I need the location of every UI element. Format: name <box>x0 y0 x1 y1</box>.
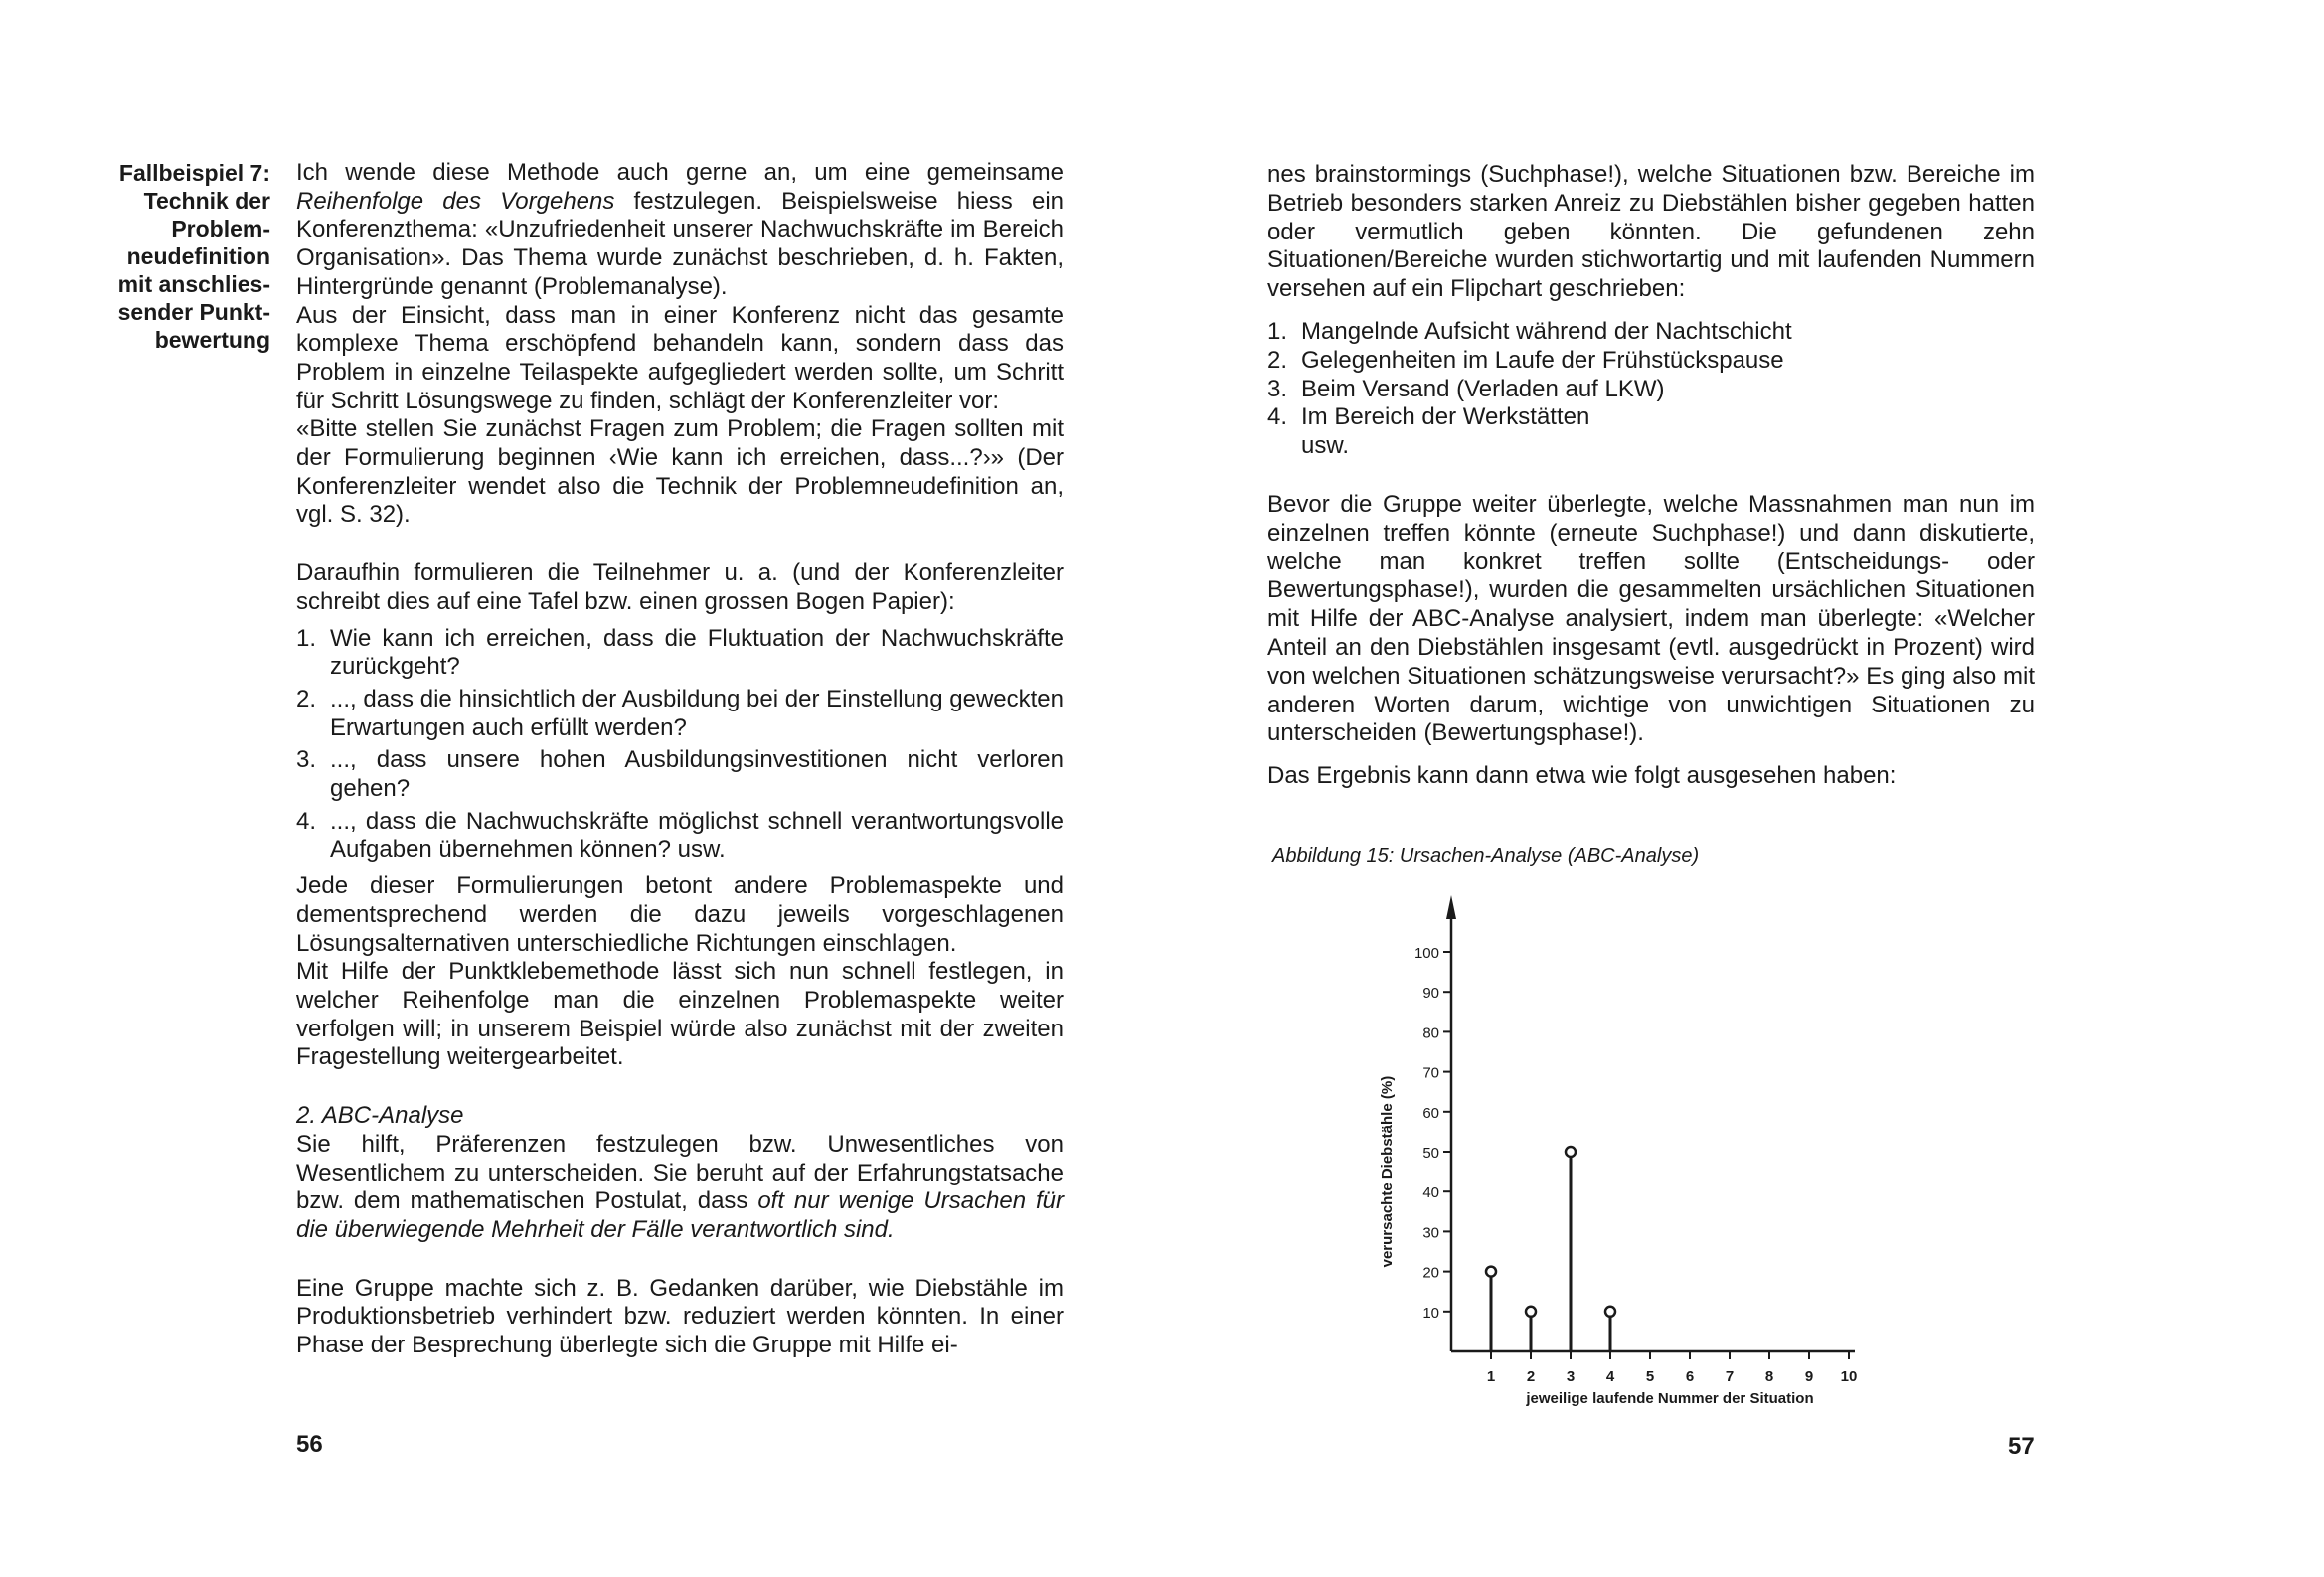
y-tick-label: 40 <box>1422 1184 1439 1202</box>
list-item: 1. Wie kann ich erreichen, dass die Fluktuation der Nachwuchskräfte zurückgeht? <box>296 624 1064 681</box>
x-tick-label: 5 <box>1645 1368 1655 1385</box>
paragraph-result: Das Ergebnis kann dann etwa wie folgt ausgesehen haben: <box>1267 762 1897 790</box>
left-column <box>296 159 1064 1360</box>
x-axis-label: jeweilige laufende Nummer der Situation <box>1526 1390 1814 1407</box>
y-tick-label: 80 <box>1422 1025 1439 1042</box>
y-tick-label: 50 <box>1422 1145 1439 1162</box>
paragraph-analysis: Bevor die Gruppe weiter überlegte, welche Massnahmen man nun im einzelnen treffen könnte (erneute Suchphase!) und dann diskutierte, welche man konkret treffen sollte (Entscheidungs- oder Bewertungsphase!), wurden die gesammelten ursächlichen Situationen mit Hilfe der ABC-Analyse analysiert, indem man überlegte: «Welcher Anteil an den Diebstählen insgesamt (evtl. ausgedrückt in Prozent) wird von welchen Situationen schätzungsweise verursacht?» Es ging also mit anderen Worten darum, wichtige von unwichtigen Situationen zu unterscheiden (Bewertungsphase!). <box>1267 490 2035 747</box>
list-item: 2. ..., dass die hinsichtlich der Ausbildung bei der Einstellung geweckten Erwartungen auch erfüllt werden? <box>296 685 1064 741</box>
x-tick-label: 1 <box>1486 1368 1496 1385</box>
paragraph-method: Mit Hilfe der Punktklebemethode lässt sich nun schnell festlegen, in welcher Reihenfolge man die einzelnen Problemaspekte weiter verfolgen will; in unserem Beispiel würde also zunächst mit der zweiten Fragestellung weitergearbeitet. <box>296 958 1064 1071</box>
list-item: 3. Beim Versand (Verladen auf LKW) <box>1267 375 1665 402</box>
y-tick-label: 100 <box>1413 945 1439 962</box>
list-item: 3. ..., dass unsere hohen Ausbildungsinvestitionen nicht verloren gehen? <box>296 746 1064 803</box>
y-tick-label: 30 <box>1422 1224 1439 1242</box>
x-tick-label: 2 <box>1526 1368 1536 1385</box>
paragraph-emphasis: Jede dieser Formulierungen betont andere Problemaspekte und dementsprechend werden die dazu jeweils vorgeschlagenen Lösungsalternativen unterschiedliche Richtungen einschlagen. <box>296 872 1064 957</box>
y-tick-label: 90 <box>1422 985 1439 1003</box>
stem-marker <box>1566 1147 1576 1157</box>
abc-analysis-chart <box>1372 889 1889 1416</box>
paragraph-abc: Sie hilft, Präferenzen festzulegen bzw. Unwesentliches von Wesentlichem zu unterscheiden. Sie beruht auf der Erfahrungstatsache bzw. dem mathematischen Postulat, dass oft nur wenige Ursachen für die überwiegende Mehrheit der Fälle verantwortlich sind. <box>296 1130 1065 1243</box>
paragraph-quote: «Bitte stellen Sie zunächst Fragen zum Problem; die Fragen sollten mit der Formulierung beginnen ‹Wie kann ich erreichen, dass...?›» (Der Konferenzleiter wendet also die Technik der Problemneudefinition an, vgl. S. 32). <box>296 415 1064 529</box>
list-item: 1. Mangelnde Aufsicht während der Nachtschicht <box>1267 317 1792 345</box>
x-tick-label: 6 <box>1685 1368 1695 1385</box>
paragraph-example: Eine Gruppe machte sich z. B. Gedanken darüber, wie Diebstähle im Produktionsbetrieb verhindert bzw. reduziert werden könnten. In einer Phase der Besprechung überlegte sich die Gruppe mit Hilfe ei- <box>296 1274 1064 1359</box>
list-item: 2. Gelegenheiten im Laufe der Frühstückspause <box>1267 346 1784 374</box>
x-tick-label: 3 <box>1566 1368 1576 1385</box>
paragraph-participants: Daraufhin formulieren die Teilnehmer u. a. (und der Konferenzleiter schreibt dies auf eine Tafel bzw. einen grossen Bogen Papier): <box>296 559 1064 615</box>
list-item: 4. ..., dass die Nachwuchskräfte möglichst schnell verantwortungsvolle Aufgaben übernehmen können? usw. <box>296 807 1064 864</box>
list-item: 4. Im Bereich der Werkstätten <box>1267 403 1590 431</box>
x-tick-label: 7 <box>1725 1368 1735 1385</box>
y-axis-label: verursachte Diebstähle (%) <box>1379 1075 1396 1268</box>
right-column <box>1267 161 2035 791</box>
stem-marker <box>1526 1307 1536 1317</box>
y-tick-label: 20 <box>1422 1264 1439 1282</box>
y-tick-label: 10 <box>1422 1304 1439 1322</box>
paragraph-brainstorming: nes brainstormings (Suchphase!), welche Situationen bzw. Bereiche im Betrieb besonders starken Anreiz zu Diebstählen bisher gegeben hatten oder vermutlich geben könnten. Die gefundenen zehn Situationen/Bereiche wurden stichwortartig und mit laufenden Nummern versehen auf ein Flipchart geschrieben: <box>1267 161 2035 303</box>
x-tick-label: 9 <box>1804 1368 1814 1385</box>
question-list <box>296 625 1064 866</box>
situation-list <box>1267 318 2035 461</box>
stem-marker <box>1486 1267 1496 1277</box>
stem-marker <box>1605 1307 1615 1317</box>
x-tick-label: 4 <box>1605 1368 1615 1385</box>
case-study-label: Fallbeispiel 7: Technik der Problem- neudefinition mit anschlies- sender Punkt- bewertung <box>117 160 270 353</box>
list-item: usw. <box>1301 432 1350 460</box>
y-axis-arrow <box>1446 895 1456 919</box>
x-tick-label: 8 <box>1764 1368 1774 1385</box>
y-tick-label: 70 <box>1422 1064 1439 1082</box>
page-number-left: 56 <box>296 1431 323 1458</box>
y-tick-label: 60 <box>1422 1104 1439 1122</box>
paragraph-intro: Ich wende diese Methode auch gerne an, um eine gemeinsame Reihenfolge des Vorgehens festzulegen. Beispielsweise hiess ein Konferenzthema: «Unzufriedenheit unserer Nachwuchskräfte im Bereich Organisation». Das Thema wurde zunächst beschrieben, d. h. Fakten, Hintergründe genannt (Problemanalyse). <box>296 159 1065 300</box>
section-heading: 2. ABC-Analyse <box>296 1102 464 1130</box>
paragraph-insight: Aus der Einsicht, dass man in einer Konferenz nicht das gesamte komplexe Thema erschöpfend behandeln kann, sondern dass das Problem in einzelne Teilaspekte aufgegliedert werden sollte, um Schritt für Schritt Lösungswege zu finden, schlägt der Konferenzleiter vor: <box>296 301 1064 414</box>
x-tick-label: 10 <box>1840 1368 1858 1385</box>
figure-caption: Abbildung 15: Ursachen-Analyse (ABC-Analyse) <box>1272 845 1700 867</box>
page-number-right: 57 <box>2008 1433 2035 1460</box>
